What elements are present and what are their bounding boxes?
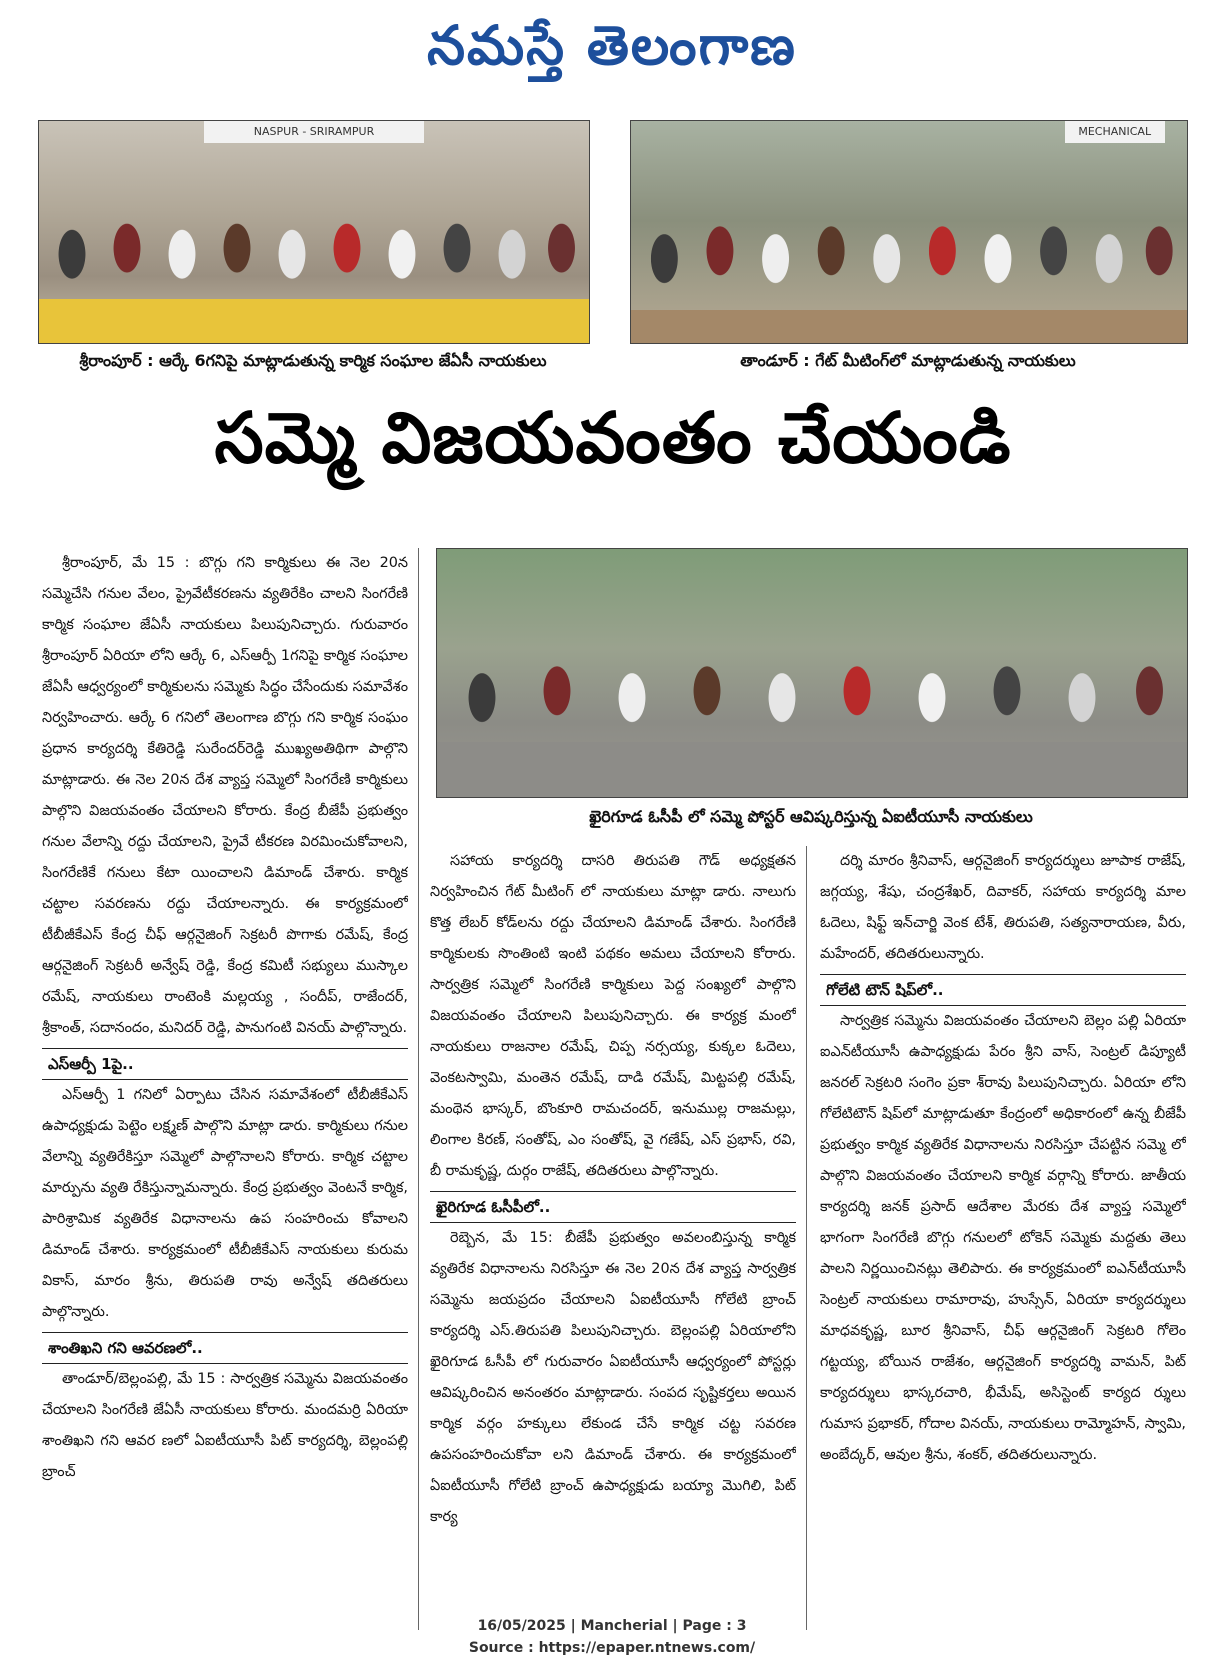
subheading: గోలేటి టౌన్ షిప్‌లో..: [820, 974, 1186, 1006]
subheading: శాంతిఖని గని ఆవరణలో..: [42, 1332, 408, 1364]
photo-caption: ఖైరిగూడ ఓసీపీ లో సమ్మె పోస్టర్ ఆవిష్కరిస్తున్న ఏఐటీయూసీ నాయకులు: [589, 807, 1033, 826]
photo-caption: శ్రీరాంపూర్ : ఆర్కే 6గనిపై మాట్లాడుతున్న కార్మిక సంఘాల జేఏసీ నాయకులు: [79, 351, 547, 370]
subheading: ఖైరిగూడ ఓసీపీలో..: [430, 1191, 796, 1223]
column-divider: [806, 846, 807, 1630]
masthead-title: నమస్తే తెలంగాణ: [427, 14, 797, 77]
article-paragraph: ఎస్ఆర్పీ 1 గనిలో ఏర్పాటు చేసిన సమావేశంలో టీబీజీకేఎస్ ఉపాధ్యక్షుడు పెట్టెం లక్ష్మణ్ పాల్గొని మాట్లా డారు. కార్మికులు గనుల వేలాన్ని వ్యతిరేకిస్తూ సమ్మెలో పాల్గొనాలని కోరారు. కార్మిక చట్టాల మార్పును వ్యతి రేకిస్తున్నామన్నారు. కేంద్ర ప్రభుత్వం వెంటనే కార్మిక, పారిశ్రామిక వ్యతిరేక విధానాలను ఉప సంహరించు కోవాలని డిమాండ్ చేశారు. కార్యక్రమంలో టీబీజీకేఎస్ నాయకులు కురుమ వికాస్, మారం శ్రీను, తిరుపతి రావు అన్వేష్ తదితరులు పాల్గొన్నారు.: [42, 1087, 408, 1320]
footer-date-page: 16/05/2025 | Mancherial | Page : 3: [477, 1618, 747, 1634]
column-left: [42, 548, 408, 1630]
road: [437, 742, 1187, 797]
column-divider: [418, 548, 419, 1630]
photo-banner: MECHANICAL: [1065, 121, 1165, 143]
column-right: [820, 846, 1186, 1630]
people-figures: [437, 616, 1187, 752]
article-paragraph: సహాయ కార్యదర్శి దాసరి తిరుపతి గౌడ్ అధ్యక్షతన నిర్వహించిన గేట్ మీటింగ్ లో నాయకులు మాట్లా డారు. నాలుగు కొత్త లేబర్ కోడ్‌లను రద్దు చేయాలని డిమాండ్ చేశారు. సింగరేణి కార్మికులకు సొంతింటి ఇంటి పథకం అమలు చేయాలని కోరారు. సార్వత్రిక సమ్మెలో సింగరేణి కార్మికులు పెద్ద సంఖ్యలో పాల్గొని విజయవంతం చేయాలని పిలుపునిచ్చారు. ఈ కార్యక్ర మంలో నాయకులు రాజనాల రమేష్, చిప్ప నర్సయ్య, కుక్కల ఓదెలు, వెంకటస్వామి, మంతెన రమేష్, దాడి రమేష్, మిట్టపల్లి రమేష్, మంథెన భాస్కర్, బొంకూరి రామచందర్, ఇనుముల్ల రాజమల్లు, లింగాల కిరణ్, సంతోష్, ఎం సంతోష్, వై గణేష్, ఎస్ ప్రభాస్, రవి, బీ రామకృష్ణ, దుర్గం రాజేష్, తదితరులు పాల్గొన్నారు.: [430, 853, 796, 1179]
article-paragraph: తాండూర్/బెల్లంపల్లి, మే 15 : సార్వత్రిక సమ్మెను విజయవంతం చేయాలని సింగరేణి జేఏసీ నాయకులు కోరారు. మందమర్రి ఏరియా శాంతిఖని గని ఆవర ణలో ఏఐటీయూసీ పిట్ కార్యదర్శి, బెల్లంపల్లి బ్రాంచ్: [42, 1371, 408, 1480]
ground: [631, 310, 1187, 343]
people-figures: [631, 165, 1187, 320]
footer-source: Source : https://epaper.ntnews.com/: [468, 1640, 756, 1656]
article-paragraph: సార్వత్రిక సమ్మెను విజయవంతం చేయాలని బెల్లం పల్లి ఏరియా ఐఎన్‌టీయూసీ ఉపాధ్యక్షుడు పేరం శ్రీని వాస్, సెంట్రల్ డిప్యూటీ జనరల్ సెక్రటరి సంగెం ప్రకా శ్‌రావు పిలుపునిచ్చారు. ఏరియా లోని గోలేటిటౌన్ షిప్‌లో మాట్లాడుతూ కేంద్రంలో అధికారంలో ఉన్న బీజేపీ ప్రభుత్వం కార్మిక వ్యతిరేక విధానాలను నిరసిస్తూ చేపట్టిన సమ్మె లో పాల్గొని విజయవంతం చేయాలని కార్మిక వర్గాన్ని కోరారు. జాతీయ కార్యదర్శి జనక్ ప్రసాద్ ఆదేశాల మేరకు దేశ వ్యాప్త సమ్మెలో భాగంగా సింగరేణి బొగ్గు గనులలో టోకెన్ సమ్మెకు మద్దతు తెలు పాలని నిర్ణయించినట్లు తెలిపారు. ఈ కార్యక్రమంలో ఐఎన్‌టీయూసీ సెంట్రల్ నాయకులు రామారావు, హుస్సేన్, ఏరియా కార్యదర్శులు మాధవకృష్ణ, బూర శ్రీనివాస్, చీఫ్ ఆర్గనైజింగ్ సెక్రటరి గోలెం గట్టయ్య, బోయిన రాజేశం, ఆర్గనైజింగ్ కార్యదర్శి వామన్, పిట్ కార్యదర్శులు భాస్కరచారి, భీమేష్, అసిస్టెంట్ కార్యద ర్శులు గుమాస ప్రభాకర్, గోదాల వినయ్, నాయకులు రామ్మోహన్, స్వామి, అంబేద్కర్, ఆవుల శ్రీను, శంకర్, తదితరులున్నారు.: [820, 1013, 1186, 1463]
table-cloth: [39, 299, 589, 343]
headline: సమ్మె విజయవంతం చేయండి: [214, 397, 1012, 479]
photo-khairiguda: [436, 548, 1188, 798]
article-paragraph: శ్రీరాంపూర్, మే 15 : బొగ్గు గని కార్మికులు ఈ నెల 20న సమ్మెచేసి గనుల వేలం, ప్రైవేటీకరణను వ్యతిరేకిం చాలని సింగరేణి కార్మిక సంఘాల జేఏసీ నాయకులు పిలుపునిచ్చారు. గురువారం శ్రీరాంపూర్ ఏరియా లోని ఆర్కే 6, ఎస్ఆర్పీ 1గనిపై కార్మిక సంఘాల జేఏసీ ఆధ్వర్యంలో కార్మికులను సమ్మెకు సిద్ధం చేసేందుకు సమావేశం నిర్వహించారు. ఆర్కే 6 గనిలో తెలంగాణ బొగ్గు గని కార్మిక సంఘం ప్రధాన కార్యదర్శి కేతిరెడ్డి సురేందర్‌రెడ్డి ముఖ్యఅతిథిగా పాల్గొని మాట్లాడారు. ఈ నెల 20న దేశ వ్యాప్త సమ్మెలో సింగరేణి కార్మికులు పాల్గొని విజయవంతం చేయాలని కోరారు. కేంద్ర బీజేపీ ప్రభుత్వం గనుల వేలాన్ని రద్దు చేయాలని, ప్రైవే టీకరణ విరమించుకోవాలని, సింగరేణికే గనులు కేటా యించాలని డిమాండ్ చేశారు. కార్మిక చట్టాల సవరణను రద్దు చేయాలన్నారు. ఈ కార్యక్రమంలో టీబీజీకేఎస్ కేంద్ర చీఫ్ ఆర్గనైజింగ్ సెక్రటరీ పొగాకు రమేష్, కేంద్ర ఆర్గనైజింగ్ సెక్రటరీ అన్వేష్ రెడ్డి, కేంద్ర కమిటీ సభ్యులు ముస్కాల రమేష్, నాయకులు రాంటెంకి మల్లయ్య , సందీప్, రాజేందర్, శ్రీకాంత్, సదానందం, మనిదర్ రెడ్డి, పానుగంటి వినయ్ పాల్గొన్నారు.: [42, 555, 408, 1036]
photo-caption: తాండూర్ : గేట్ మీటింగ్‌లో మాట్లాడుతున్న నాయకులు: [740, 351, 1076, 370]
article-paragraph: రెబ్బెన, మే 15: బీజేపీ ప్రభుత్వం అవలంబిస్తున్న కార్మిక వ్యతిరేక విధానాలను నిరసిస్తూ ఈ నెల 20న దేశ వ్యాప్త సార్వత్రిక సమ్మెను జయప్రదం చేయాలని ఏఐటీయూసీ గోలేటి బ్రాంచ్ కార్యదర్శి ఎస్.తిరుపతి పిలుపునిచ్చారు. బెల్లంపల్లి ఏరియాలోని ఖైరిగూడ ఓసీపీ లో గురువారం ఏఐటీయూసీ ఆధ్వర్యంలో పోస్టర్లు ఆవిష్కరించిన అనంతరం మాట్లాడారు. సంపద సృష్టికర్తలు అయిన కార్మిక వర్గం హక్కులు లేకుండ చేసే కార్మిక చట్ట సవరణ ఉపసంహరించుకోవా లని డిమాండ్ చేశారు. ఈ కార్యక్రమంలో ఏఐటీయూసీ గోలేటి బ్రాంచ్ ఉపాధ్యక్షుడు బయ్యా మొగిలి, పిట్ కార్య: [430, 1230, 796, 1525]
subheading: ఎస్ఆర్పీ 1పై..: [42, 1048, 408, 1080]
photo-tandur: [630, 120, 1188, 344]
photo-srirampur: [38, 120, 590, 344]
people-figures: [39, 181, 589, 303]
article-paragraph: దర్శి మారం శ్రీనివాస్, ఆర్గనైజింగ్ కార్యదర్శులు జూపాక రాజేష్, జగ్గయ్య, శేషు, చంద్రశేఖర్, దివాకర్, సహాయ కార్యదర్శి మాల ఓదెలు, షిఫ్ట్ ఇన్‌చార్జి వెంక టేశ్, తిరుపతి, సత్యనారాయణ, వీరు, మహేందర్, తదితరులున్నారు.: [820, 853, 1186, 962]
column-middle: [430, 846, 796, 1630]
photo-banner: NASPUR - SRIRAMPUR: [204, 121, 424, 143]
